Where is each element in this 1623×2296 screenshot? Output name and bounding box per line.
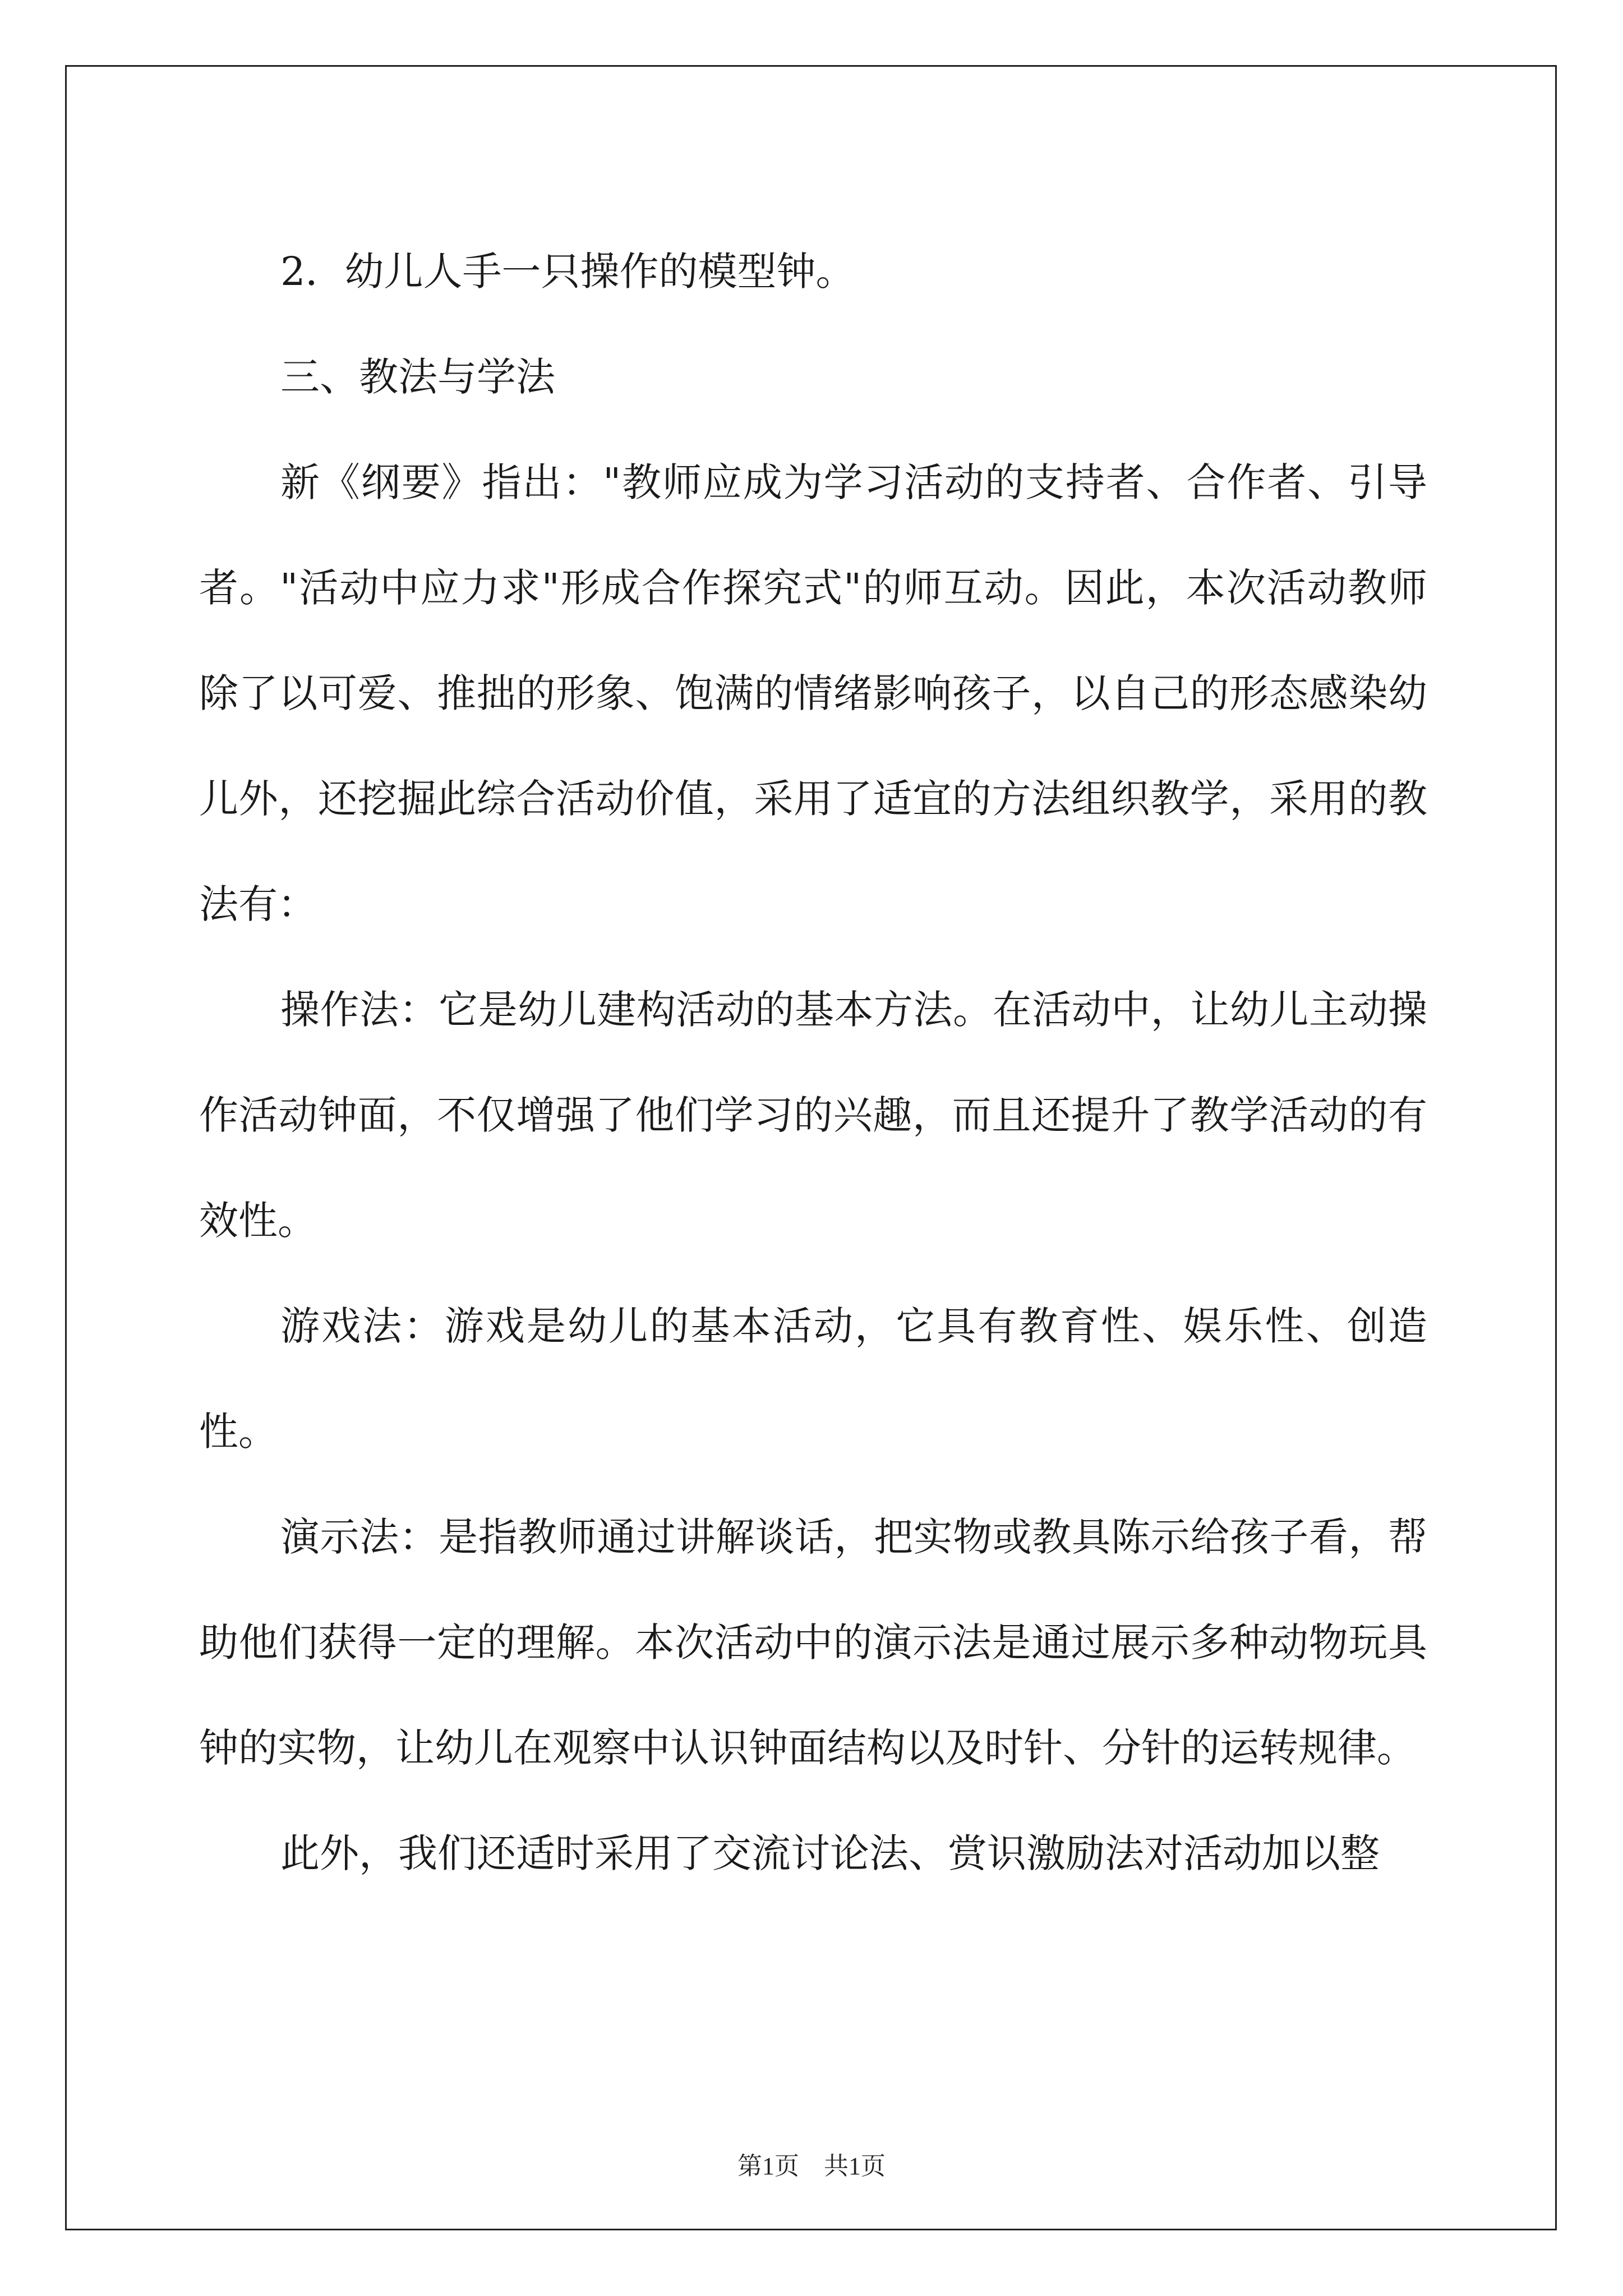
document-body <box>199 219 1427 1906</box>
paragraph-guideline-quote: 新《纲要》指出："教师应成为学习活动的支持者、合作者、引导者。"活动中应力求"形成合作探究式"的师互动。因此，本次活动教师除了以可爱、推拙的形象、饱满的情绪影响孩子，以自己的形态感染幼儿外，还挖掘此综合活动价值，采用了适宜的方法组织教学，采用的教法有： <box>199 459 1427 927</box>
paragraph-operation-method: 操作法：它是幼儿建构活动的基本方法。在活动中，让幼儿主动操作活动钟面，不仅增强了他们学习的兴趣，而且还提升了教学活动的有效性。 <box>199 987 1427 1244</box>
paragraph-demonstration-method: 演示法：是指教师通过讲解谈话，把实物或教具陈示给孩子看，帮助他们获得一定的理解。本次活动中的演示法是通过展示多种动物玩具钟的实物，让幼儿在观察中认识钟面结构以及时针、分针的运转规律。 <box>199 1514 1427 1771</box>
paragraph-game-method: 游戏法：游戏是幼儿的基本活动，它具有教育性、娱乐性、创造性。 <box>199 1303 1427 1455</box>
paragraph-additional-methods: 此外，我们还适时采用了交流讨论法、赏识激励法对活动加以整 <box>280 1830 1380 1876</box>
section-heading-teaching-methods: 三、教法与学法 <box>280 354 555 400</box>
paragraph-materials-item-2: 2．幼儿人手一只操作的模型钟。 <box>280 249 855 295</box>
page-footer: 第1页 共1页 <box>737 2152 886 2180</box>
